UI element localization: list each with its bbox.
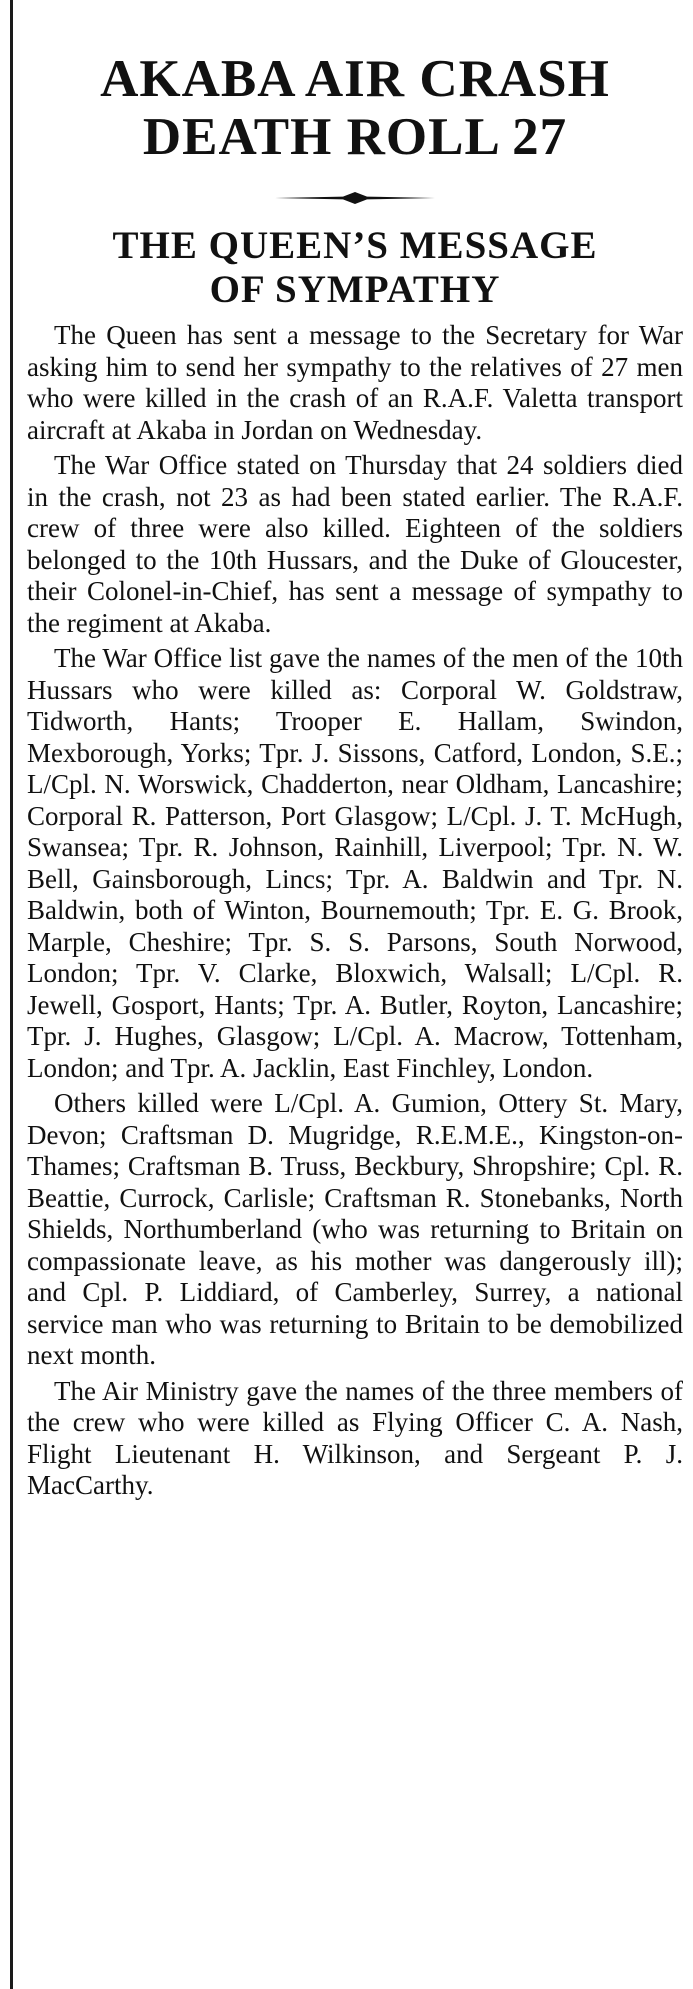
paragraph-hussars-casualty-list: The War Office list gave the names of the men of the 10th Hussars who were killed as: Corporal W. Goldstraw, Tidworth, Hants; Trooper E. Hallam, Swindon, Mexborough, Yorks; Tpr. J. Sissons, Catford, London, S.E.; L/Cpl. N. Worswick, Chadderton, near Oldham, Lancashire; Corporal R. Patterson, Port Glasgow; L/Cpl. J. T. McHugh, Swansea; Tpr. R. Johnson, Rainhill, Liverpool; Tpr. N. W. Bell, Gainsborough, Lincs; Tpr. A. Baldwin and Tpr. N. Baldwin, both of Winton, Bournemouth; Tpr. E. G. Brook, Marple, Cheshire; Tpr. S. S. Parsons, South Norwood, London; Tpr. V. Clarke, Bloxwich, Walsall; L/Cpl. R. Jewell, Gosport, Hants; Tpr. A. Butler, Royton, Lancashire; Tpr. J. Hughes, Glasgow; L/Cpl. A. Macrow, Tottenham, London; and Tpr. A. Jacklin, East Finchley, London.	[27, 643, 683, 1083]
paragraph-others-killed: Others killed were L/Cpl. A. Gumion, Ottery St. Mary, Devon; Craftsman D. Mugridge, R.E.M.E., Kingston-on-Thames; Craftsman B. Truss, Beckbury, Shropshire; Cpl. R. Beattie, Currock, Carlisle; Craftsman R. Stonebanks, North Shields, Northumberland (who was returning to Britain on compassionate leave, as his mother was dangerously ill); and Cpl. P. Liddiard, of Camberley, Surrey, a national service man who was returning to Britain to be demobilized next month.	[27, 1088, 683, 1370]
headline-line-1: AKABA AIR CRASH	[100, 50, 610, 108]
ornamental-divider	[275, 188, 435, 208]
subheadline	[27, 224, 683, 312]
diamond-rule-icon	[275, 188, 435, 208]
column-rule	[10, 0, 13, 1989]
paragraph-queens-message: The Queen has sent a message to the Secretary for War asking him to send her sympathy to the relatives of 27 men who were killed in the crash of an R.A.F. Valetta transport aircraft at Akaba in Jordan on Wednesday.	[27, 320, 683, 445]
article-body	[27, 320, 683, 1502]
newspaper-column	[27, 0, 683, 1989]
subheadline-line-1: THE QUEEN’S MESSAGE	[112, 224, 598, 267]
subheadline-line-2: OF SYMPATHY	[209, 268, 501, 311]
paragraph-aircrew-names: The Air Ministry gave the names of the three members of the crew who were killed as Flying Officer C. A. Nash, Flight Lieutenant H. Wilkinson, and Sergeant P. J. MacCarthy.	[27, 1375, 683, 1500]
headline	[27, 0, 683, 166]
headline-line-2: DEATH ROLL 27	[142, 108, 568, 166]
paragraph-war-office-statement: The War Office stated on Thursday that 24 soldiers died in the crash, not 23 as had been stated earlier. The R.A.F. crew of three were also killed. Eighteen of the soldiers belonged to the 10th Hussars, and the Duke of Gloucester, their Colonel-in-Chief, has sent a message of sympathy to the regiment at Akaba.	[27, 450, 683, 638]
